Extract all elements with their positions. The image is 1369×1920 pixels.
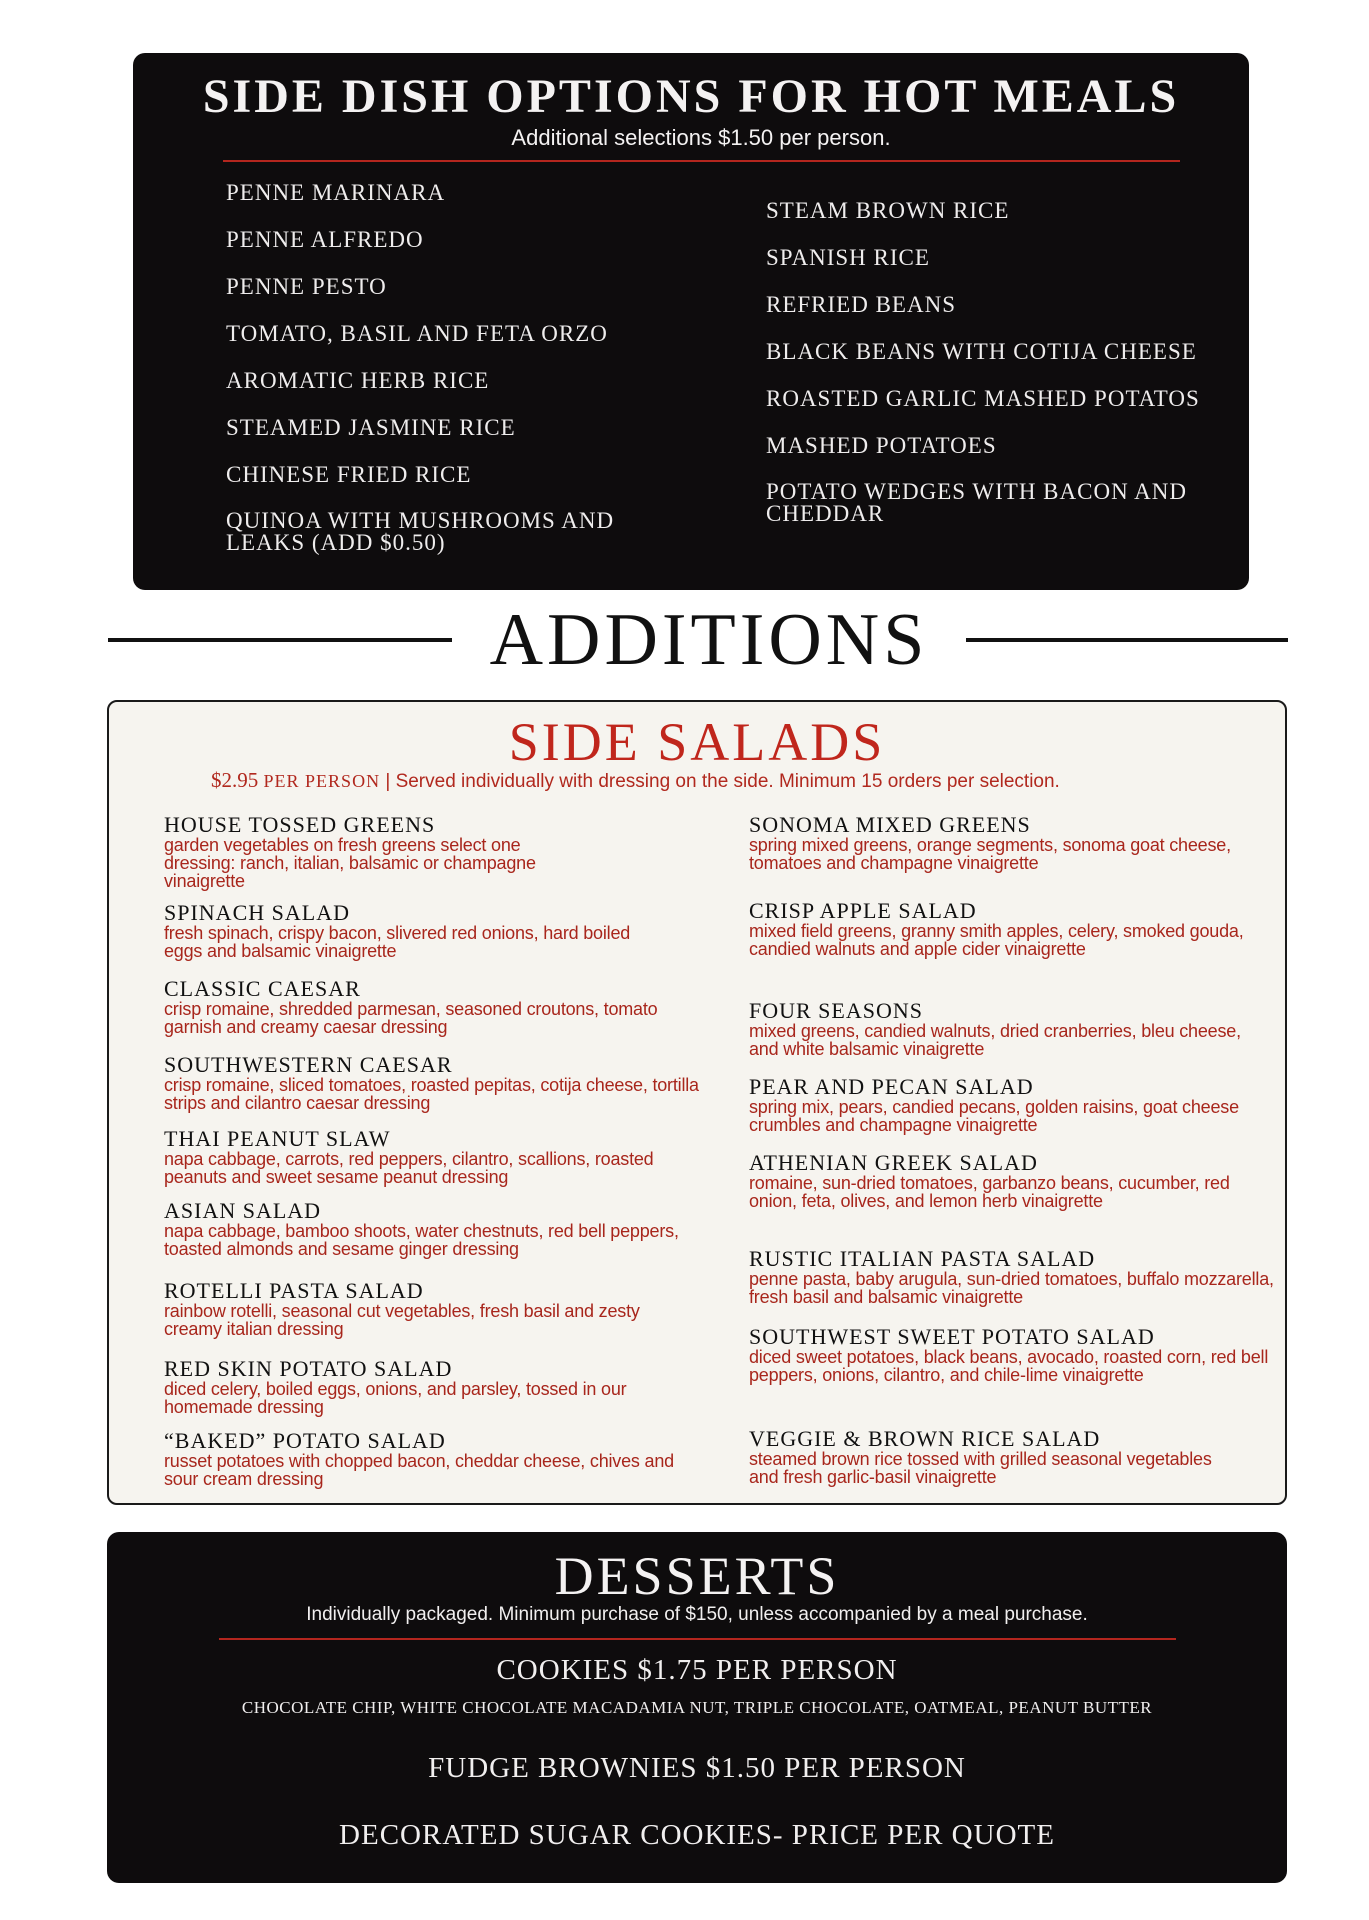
salad-description: napa cabbage, bamboo shoots, water chestnuts, red bell peppers, toasted almonds and sesame ginger dressing (164, 1221, 679, 1259)
side-dish-item: STEAMED JASMINE RICE (226, 415, 516, 440)
salad-description: diced celery, boiled eggs, onions, and parsley, tossed in our homemade dressing (164, 1379, 627, 1417)
salad-description: crisp romaine, sliced tomatoes, roasted pepitas, cotija cheese, tortilla strips and cilantro caesar dressing (164, 1075, 699, 1113)
salad-price-unit: PER PERSON (263, 771, 381, 791)
side-dish-item: STEAM BROWN RICE (766, 198, 1010, 223)
side-dish-item: AROMATIC HERB RICE (226, 368, 490, 393)
salad-name: CRISP APPLE SALAD (749, 898, 977, 923)
side-dish-item: PENNE PESTO (226, 274, 387, 299)
salad-item (749, 1152, 1279, 1210)
salad-name: “BAKED” POTATO SALAD (164, 1428, 446, 1453)
salad-name: PEAR AND PECAN SALAD (749, 1074, 1034, 1099)
salad-name: SPINACH SALAD (164, 900, 350, 925)
salad-item (164, 902, 724, 960)
salad-item (749, 1326, 1279, 1384)
salad-name: RED SKIN POTATO SALAD (164, 1356, 453, 1381)
side-dish-item: SPANISH RICE (766, 245, 930, 270)
heading-rule-left (108, 638, 452, 642)
salad-price: $2.95 (211, 768, 259, 792)
side-dish-item: TOMATO, BASIL AND FETA ORZO (226, 321, 608, 346)
salad-name: FOUR SEASONS (749, 998, 923, 1023)
salad-description: mixed greens, candied walnuts, dried cranberries, bleu cheese, and white balsamic vinaigrette (749, 1021, 1241, 1059)
salad-description: fresh spinach, crispy bacon, slivered red onions, hard boiled eggs and balsamic vinaigrette (164, 923, 631, 961)
salad-item (164, 1430, 724, 1488)
salad-item (749, 1000, 1279, 1058)
side-dish-title: SIDE DISH OPTIONS FOR HOT MEALS (202, 70, 1180, 123)
salad-item (164, 1200, 724, 1258)
salad-name: HOUSE TOSSED GREENS (164, 812, 436, 837)
salad-name: SONOMA MIXED GREENS (749, 812, 1031, 837)
side-salads-title: SIDE SALADS (508, 712, 886, 772)
side-dish-item: POTATO WEDGES WITH BACON AND CHEDDAR (766, 479, 1187, 526)
salad-description: napa cabbage, carrots, red peppers, cilantro, scallions, roasted peanuts and sweet sesame peanut dressing (164, 1149, 654, 1187)
divider-rule (223, 160, 1180, 162)
desserts-subtitle: Individually packaged. Minimum purchase of $150, unless accompanied by a meal purchase. (306, 1604, 1088, 1625)
salad-item (164, 1358, 724, 1416)
salad-item (164, 1280, 724, 1338)
salad-item (749, 1248, 1279, 1306)
salad-name: ROTELLI PASTA SALAD (164, 1278, 424, 1303)
salad-name: SOUTHWEST SWEET POTATO SALAD (749, 1324, 1155, 1349)
cookies-flavors: CHOCOLATE CHIP, WHITE CHOCOLATE MACADAMIA NUT, TRIPLE CHOCOLATE, OATMEAL, PEANUT BUTTER (241, 1698, 1153, 1717)
side-dish-item: PENNE ALFREDO (226, 227, 424, 252)
salad-name: CLASSIC CAESAR (164, 976, 361, 1001)
salad-item (164, 1128, 724, 1186)
additions-title: ADDITIONS (489, 599, 929, 681)
salad-name: ASIAN SALAD (164, 1198, 322, 1223)
side-dish-list-left (226, 181, 696, 570)
brownies-heading: FUDGE BROWNIES $1.50 PER PERSON (428, 1752, 966, 1784)
salad-description: garden vegetables on fresh greens select one dressing: ranch, italian, balsamic or champagne vinaigrette (164, 835, 536, 891)
side-dish-panel (133, 53, 1249, 590)
salad-description: crisp romaine, shredded parmesan, seasoned croutons, tomato garnish and creamy caesar dressing (164, 999, 658, 1037)
salad-note: | Served individually with dressing on the side. Minimum 15 orders per selection. (380, 771, 1060, 792)
side-dish-list-right (766, 199, 1226, 541)
side-dish-item: QUINOA WITH MUSHROOMS AND LEAKS (ADD $0.50) (226, 508, 615, 555)
salad-item (749, 814, 1279, 872)
side-dish-item: PENNE MARINARA (226, 180, 446, 205)
salad-name: RUSTIC ITALIAN PASTA SALAD (749, 1246, 1096, 1271)
salad-description: steamed brown rice tossed with grilled seasonal vegetables and fresh garlic-basil vinaigrette (749, 1449, 1212, 1487)
side-dish-item: REFRIED BEANS (766, 292, 956, 317)
salad-item (164, 978, 724, 1036)
divider-rule (219, 1638, 1176, 1640)
desserts-title: DESSERTS (554, 1546, 840, 1606)
side-dish-item: CHINESE FRIED RICE (226, 462, 472, 487)
salad-description: russet potatoes with chopped bacon, cheddar cheese, chives and sour cream dressing (164, 1451, 674, 1489)
cookies-heading: COOKIES $1.75 PER PERSON (496, 1654, 898, 1686)
salad-description: penne pasta, baby arugula, sun-dried tomatoes, buffalo mozzarella, fresh basil and balsamic vinaigrette (749, 1269, 1274, 1307)
desserts-panel (107, 1532, 1287, 1883)
salad-description: rainbow rotelli, seasonal cut vegetables, fresh basil and zesty creamy italian dressing (164, 1301, 640, 1339)
salad-item (164, 1054, 724, 1112)
salad-description: spring mix, pears, candied pecans, golden raisins, goat cheese crumbles and champagne vinaigrette (749, 1097, 1239, 1135)
side-dish-subtitle: Additional selections $1.50 per person. (511, 125, 891, 150)
salad-name: SOUTHWESTERN CAESAR (164, 1052, 453, 1077)
salad-name: ATHENIAN GREEK SALAD (749, 1150, 1038, 1175)
salad-description: mixed field greens, granny smith apples, celery, smoked gouda, candied walnuts and apple cider vinaigrette (749, 921, 1244, 959)
side-dish-item: BLACK BEANS WITH COTIJA CHEESE (766, 339, 1197, 364)
sugar-cookies-heading: DECORATED SUGAR COOKIES- PRICE PER QUOTE (339, 1819, 1055, 1851)
salad-item (749, 900, 1279, 958)
side-dish-item: MASHED POTATOES (766, 433, 997, 458)
salad-description: spring mixed greens, orange segments, sonoma goat cheese, tomatoes and champagne vinaigrette (749, 835, 1231, 873)
side-dish-item: ROASTED GARLIC MASHED POTATOS (766, 386, 1200, 411)
additions-heading (108, 600, 1288, 680)
salad-item (749, 1076, 1279, 1134)
salad-name: VEGGIE & BROWN RICE SALAD (749, 1426, 1101, 1451)
salad-name: THAI PEANUT SLAW (164, 1126, 391, 1151)
side-salads-subtitle (211, 768, 1060, 793)
salad-item (164, 814, 724, 890)
heading-rule-right (966, 638, 1288, 642)
salad-description: romaine, sun-dried tomatoes, garbanzo beans, cucumber, red onion, feta, olives, and lemon herb vinaigrette (749, 1173, 1230, 1211)
side-salads-panel (107, 700, 1287, 1505)
salad-description: diced sweet potatoes, black beans, avocado, roasted corn, red bell peppers, onions, cilantro, and chile-lime vinaigrette (749, 1347, 1269, 1385)
salad-item (749, 1428, 1279, 1486)
